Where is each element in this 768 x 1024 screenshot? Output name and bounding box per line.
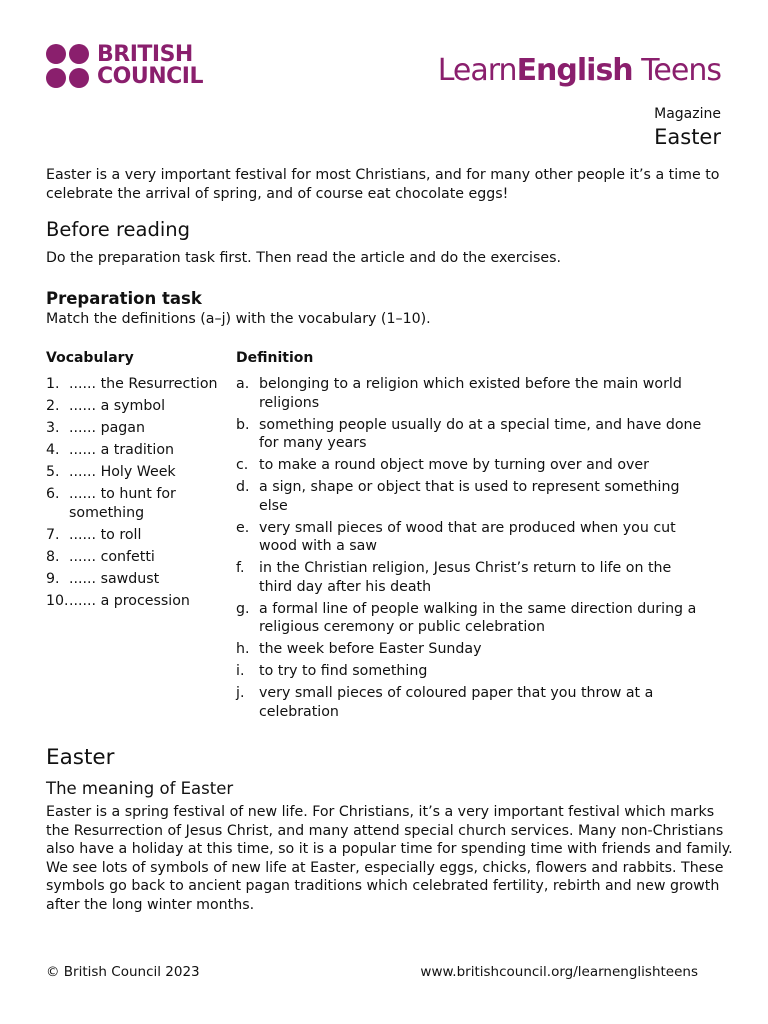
page-title: Easter — [654, 125, 721, 149]
vocabulary-item: 6. ...... to hunt for something — [46, 486, 176, 521]
definition-item: g. a formal line of people walking in the same direction during a religious ceremony or public celebration — [236, 600, 697, 635]
vocabulary-item: 2. ...... a symbol — [46, 398, 166, 414]
definition-item: f. in the Christian religion, Jesus Christ’s return to life on the third day after his death — [236, 560, 672, 595]
definition-item: i. to try to find something — [236, 663, 428, 679]
before-reading-text: Do the preparation task first. Then read the article and do the exercises. — [46, 250, 561, 266]
british-council-wordmark: BRITISH COUNCIL — [97, 42, 203, 89]
definition-item: h. the week before Easter Sunday — [236, 641, 482, 657]
vocabulary-column-header: Vocabulary — [46, 350, 134, 366]
footer-url-link[interactable]: www.britishcouncil.org/learnenglishteens — [420, 964, 698, 980]
vocabulary-item: 9. ...... sawdust — [46, 570, 160, 587]
definition-item: a. belonging to a religion which existed before the main world religions — [236, 376, 682, 411]
british-council-dots-icon — [46, 44, 94, 89]
article-heading: Easter — [46, 745, 115, 770]
vocabulary-item: 4. ...... a tradition — [46, 442, 174, 458]
vocabulary-item: 3. ...... pagan — [46, 420, 145, 436]
intro-paragraph: Easter is a very important festival for most Christians, and for many other people it’s a time to celebrate the arrival of spring, and of course eat chocolate eggs! — [46, 167, 720, 202]
vocabulary-item: 8. ...... confetti — [46, 548, 155, 565]
vocabulary-item: 10. ...... a procession — [46, 592, 190, 609]
definition-item: b. something people usually do at a special time, and have done for many years — [236, 416, 702, 451]
vocabulary-item: 5. ...... Holy Week — [46, 464, 176, 480]
definition-item: d. a sign, shape or object that is used to represent something else — [236, 479, 680, 514]
learnenglish-teens-logo[interactable]: LearnEnglish Teens — [437, 53, 721, 88]
footer-copyright: © British Council 2023 — [46, 964, 200, 980]
before-reading-heading: Before reading — [46, 218, 191, 241]
vocabulary-list — [46, 375, 226, 614]
definition-column-header: Definition — [236, 350, 314, 366]
definition-item: e. very small pieces of wood that are produced when you cut wood with a saw — [236, 519, 676, 554]
article-subheading: The meaning of Easter — [46, 779, 234, 798]
definition-item: c. to make a round object move by turning over and over — [236, 457, 649, 473]
preparation-task-heading: Preparation task — [46, 289, 202, 308]
preparation-instruction: Match the definitions (a–j) with the vocabulary (1–10). — [46, 311, 431, 327]
definition-item: j. very small pieces of coloured paper that you throw at a celebration — [236, 685, 654, 720]
definition-list — [236, 375, 706, 725]
section-label: Magazine — [654, 106, 721, 122]
vocabulary-item: 7. ...... to roll — [46, 526, 142, 543]
article-paragraph: Easter is a spring festival of new life. For Christians, it’s a very important festival which marks the Resurrection of Jesus Christ, and many attend special church services. Many non-Christians also have a holiday at this time, so it is a popular time for spending time with friends and family. We see lots of symbols of new life at Easter, especially eggs, chicks, flowers and rabbits. These symbols go back to ancient pagan traditions which celebrated fertility, rebirth and new growth after the long winter months. — [46, 804, 733, 913]
vocabulary-item: 1. ...... the Resurrection — [46, 376, 218, 392]
